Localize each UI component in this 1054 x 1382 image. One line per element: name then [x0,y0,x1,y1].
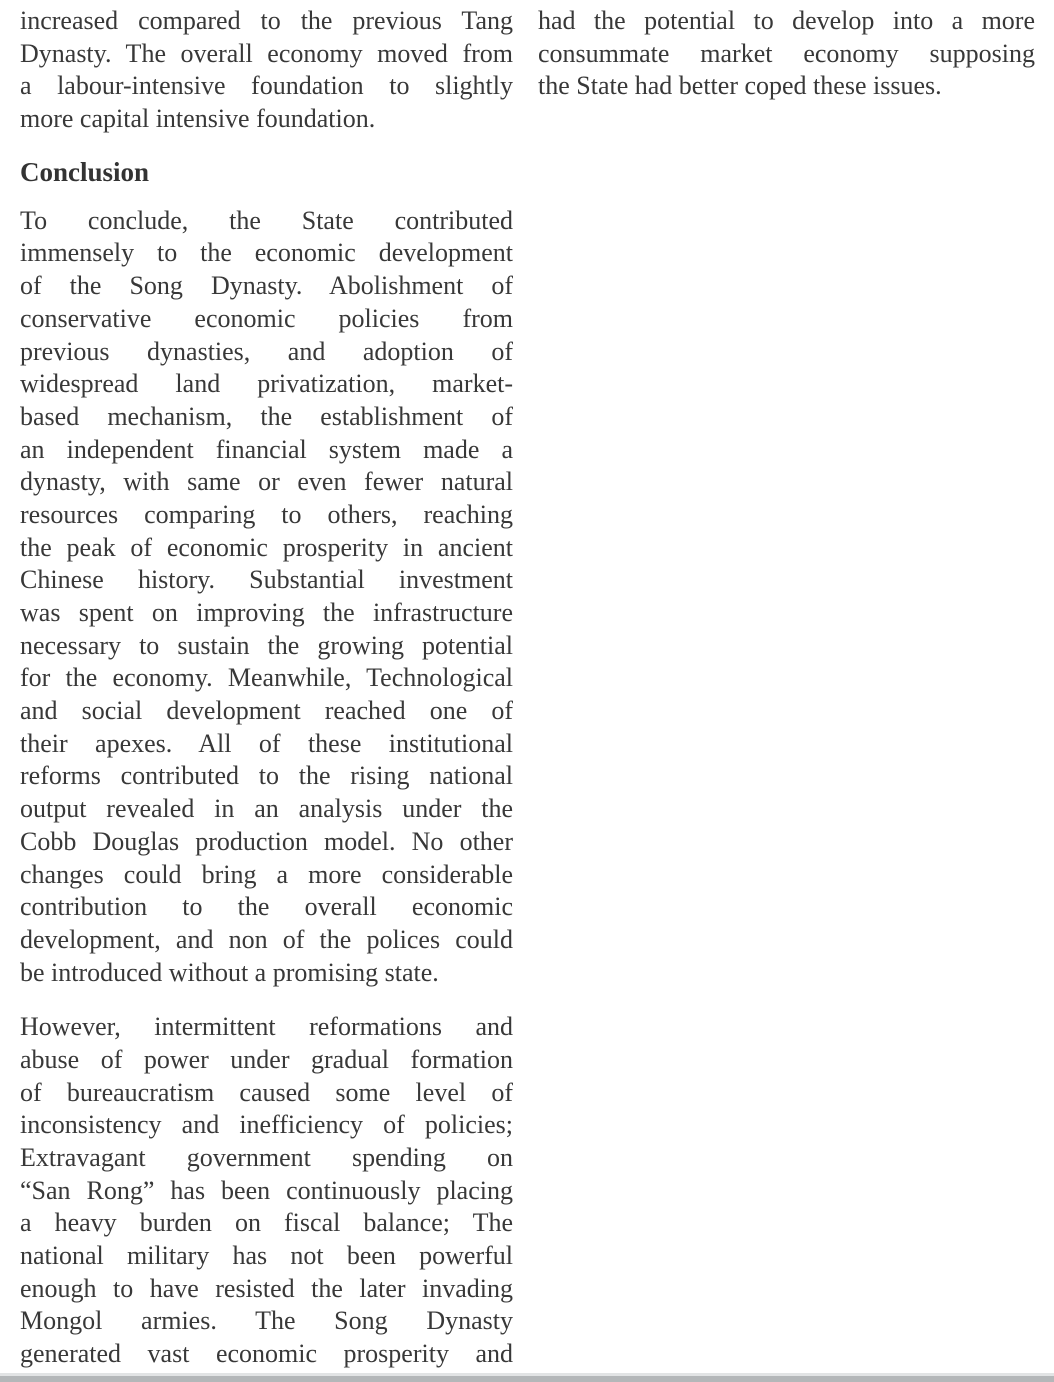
paragraph-intro-continued [20,5,513,136]
text-line: for the economy. Meanwhile, Technological [20,663,513,693]
text-line: changes could bring a more considerable [20,859,513,889]
text-line: widespread land privatization, market- [20,369,513,399]
text-line: immensely to the economic development [20,238,513,268]
text-line: the State had better coped these issues. [538,71,942,101]
text-line: previous dynasties, and adoption of [20,336,513,366]
text-line: be introduced without a promising state. [20,957,439,987]
section-heading-conclusion: Conclusion [20,156,150,187]
paragraph-conclusion [20,205,513,990]
text-line: However, intermittent reformations and [20,1012,513,1042]
text-line: of bureaucratism caused some level of [20,1077,513,1107]
paragraph-however [20,1011,513,1371]
right-column [538,5,1035,103]
text-line: an independent financial system made a [20,434,513,464]
text-line: reforms contributed to the rising national [20,761,513,791]
text-line: national military has not been powerful [20,1241,513,1271]
text-line: the peak of economic prosperity in ancient [20,532,513,562]
text-line: generated vast economic prosperity and [20,1339,513,1369]
text-line: more capital intensive foundation. [20,104,376,134]
text-line: was spent on improving the infrastructure [20,598,513,627]
text-line: a heavy burden on fiscal balance; The [20,1208,513,1238]
text-line: output revealed in an analysis under the [20,794,513,824]
text-line: Mongol armies. The Song Dynasty [20,1306,513,1336]
text-line: Cobb Douglas production model. No other [20,826,513,856]
text-line: a labour-intensive foundation to slightly [20,71,513,101]
text-line: their apexes. All of these institutional [20,728,513,758]
text-line: contribution to the overall economic [20,892,513,922]
page-bottom-edge [0,1373,1054,1382]
text-line: increased compared to the previous Tang [20,6,513,35]
text-line: To conclude, the State contributed [20,205,513,235]
left-column [20,5,513,1371]
text-line: development, and non of the polices could [20,924,513,954]
text-line: Chinese history. Substantial investment [20,565,513,595]
text-line: had the potential to develop into a more [538,6,1035,35]
text-line: conservative economic policies from [20,303,513,333]
text-line: of the Song Dynasty. Abolishment of [20,271,513,301]
text-line: necessary to sustain the growing potential [20,630,513,660]
text-line: Extravagant government spending on [20,1143,513,1172]
text-line: enough to have resisted the later invading [20,1273,513,1303]
text-line: resources comparing to others, reaching [20,499,513,529]
text-line: consummate market economy supposing [538,38,1035,68]
paragraph-continuation [538,5,1035,103]
text-line: based mechanism, the establishment of [20,401,513,431]
text-line: dynasty, with same or even fewer natural [20,467,513,497]
text-line: and social development reached one of [20,696,513,726]
text-line: “San Rong” has been continuously placing [20,1175,513,1205]
text-line: abuse of power under gradual formation [20,1044,513,1074]
text-line: inconsistency and inefficiency of policies; [20,1110,513,1140]
text-line: Dynasty. The overall economy moved from [20,38,513,68]
